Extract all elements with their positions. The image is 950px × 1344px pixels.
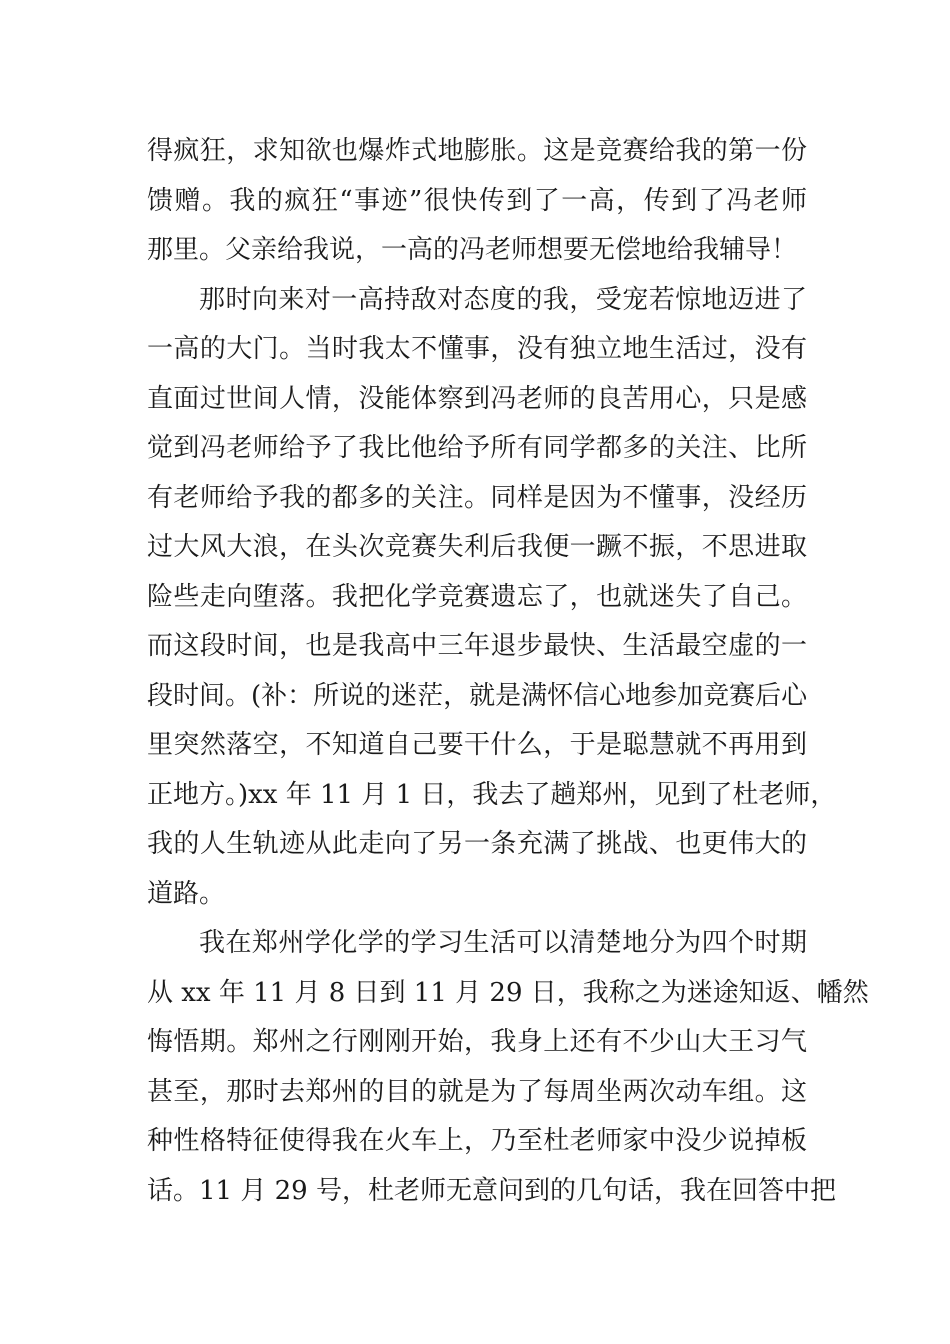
text-line-15: 我的人生轨迹从此走向了另一条充满了挑战、也更伟大的	[147, 829, 807, 859]
text-line-21: 种性格特征使得我在火车上，乃至杜老师家中没少说掉板	[147, 1126, 807, 1156]
text-line-8: 有老师给予我的都多的关注。同样是因为不懂事，没经历	[147, 482, 807, 513]
text-line-6: 直面过世间人情，没能体察到冯老师的良苦用心，只是感	[147, 383, 807, 414]
text-line-5: 一高的大门。当时我太不懂事，没有独立地生活过，没有	[147, 334, 807, 364]
text-line-16: 道路。	[147, 878, 226, 909]
text-line-14: 正地方。)xx 年 11 月 1 日，我去了趟郑州，见到了杜老师，	[147, 779, 837, 810]
text-line-4: 那时向来对一高持敌对态度的我，受宠若惊地迈进了	[199, 284, 807, 315]
text-line-19: 悔悟期。郑州之行刚刚开始，我身上还有不少山大王习气	[147, 1027, 807, 1057]
text-line-2: 馈赠。我的疯狂“事迹”很快传到了一高，传到了冯老师	[147, 185, 807, 216]
text-line-12: 段时间。(补：所说的迷茫，就是满怀信心地参加竞赛后心	[147, 680, 808, 711]
text-line-11: 而这段时间，也是我高中三年退步最快、生活最空虚的一	[147, 631, 807, 661]
text-line-1: 得疯狂，求知欲也爆炸式地膨胀。这是竞赛给我的第一份	[147, 136, 807, 166]
text-line-7: 觉到冯老师给予了我比他给予所有同学都多的关注、比所	[147, 433, 807, 463]
text-line-20: 甚至，那时去郑州的目的就是为了每周坐两次动车组。这	[147, 1076, 807, 1107]
text-line-10: 险些走向堕落。我把化学竞赛遗忘了，也就迷失了自己。	[147, 581, 807, 612]
document-body	[147, 127, 869, 1216]
text-line-13: 里突然落空，不知道自己要干什么，于是聪慧就不再用到	[147, 730, 807, 760]
text-line-18: 从 xx 年 11 月 8 日到 11 月 29 日，我称之为迷途知返、幡然	[147, 977, 869, 1008]
text-line-17: 我在郑州学化学的学习生活可以清楚地分为四个时期	[199, 928, 807, 958]
text-line-22: 话。11 月 29 号，杜老师无意问到的几句话，我在回答中把	[147, 1175, 836, 1206]
text-line-9: 过大风大浪，在头次竞赛失利后我便一蹶不振，不思进取	[147, 532, 807, 562]
text-line-3: 那里。父亲给我说，一高的冯老师想要无偿地给我辅导！	[147, 235, 798, 265]
